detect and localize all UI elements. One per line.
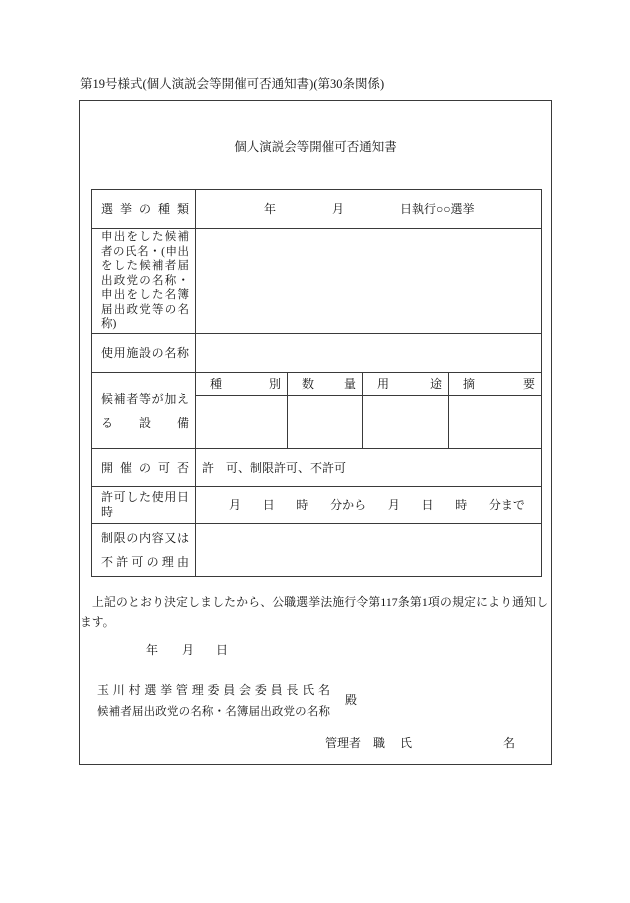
- row-applicant: [92, 229, 542, 334]
- notice-text-line: ます。: [80, 615, 115, 629]
- applicant-label-line: 称): [101, 318, 117, 331]
- row-permitted-time: [92, 487, 542, 524]
- applicant-label-line: 届出政党等の名: [101, 303, 189, 316]
- from-day-unit: 日: [262, 498, 275, 512]
- election-date-line: [196, 202, 541, 216]
- restriction-label-cell: [92, 524, 196, 577]
- equipment-quantity-cell: [288, 396, 363, 449]
- manager-title: 職: [373, 736, 386, 750]
- approval-options: 許 可、制限許可、不許可: [202, 460, 347, 475]
- equipment-col-purpose-label: 用途: [377, 377, 442, 391]
- permitted-time-label-line: 許可した使用日: [101, 490, 189, 504]
- from-month-unit: 月: [229, 498, 242, 512]
- row-restriction: [92, 524, 542, 577]
- row-facility: [92, 334, 542, 373]
- applicant-label-cell: [92, 229, 196, 334]
- applicant-label-line: 者の氏名・(申出: [101, 245, 189, 258]
- notice-date-year: 年: [146, 643, 159, 657]
- to-day-unit: 日: [421, 498, 434, 512]
- from-hour-unit: 時: [296, 498, 309, 512]
- permitted-time-line: [196, 498, 541, 512]
- equipment-col-remarks-label: 摘要: [463, 377, 536, 391]
- notice-table: [91, 189, 542, 577]
- permitted-time-label-line: 時: [101, 505, 114, 519]
- addressee-party: 候補者届出政党の名称・名簿届出政党の名称: [97, 706, 330, 718]
- to-minute-unit: 分まで: [488, 498, 525, 512]
- permitted-time-value-cell: [196, 487, 542, 524]
- facility-value-cell: [196, 334, 542, 373]
- notice-date-month: 月: [182, 643, 195, 657]
- applicant-label-line: 申出をした候補: [101, 230, 189, 243]
- row-election-type: [92, 190, 542, 229]
- applicant-label-line: 申出をした名簿: [101, 289, 189, 302]
- election-month-unit: 月: [332, 202, 345, 216]
- election-year-unit: 年: [264, 202, 277, 216]
- equipment-label-line: 候補者等が加え: [101, 391, 189, 406]
- manager-name: 名: [503, 736, 516, 750]
- equipment-label-cell: [92, 373, 196, 449]
- to-month-unit: 月: [387, 498, 400, 512]
- election-type-label: 選挙の種類: [101, 202, 189, 216]
- facility-label: 使用施設の名称: [101, 346, 189, 360]
- manager-role: 管理者: [325, 736, 362, 750]
- restriction-label-line: 制限の内容又は: [101, 531, 189, 545]
- election-day-suffix: 日執行○○選挙: [400, 202, 475, 216]
- document-title: 個人演説会等開催可否通知書: [234, 140, 397, 154]
- equipment-remarks-cell: [449, 396, 542, 449]
- approval-value-cell: [196, 449, 542, 487]
- to-hour-unit: 時: [455, 498, 468, 512]
- from-minute-unit: 分から: [330, 498, 367, 512]
- equipment-type-cell: [196, 396, 288, 449]
- permitted-time-label-cell: [92, 487, 196, 524]
- equipment-col-type: [196, 373, 288, 396]
- equipment-col-quantity-label: 数量: [302, 377, 356, 391]
- election-type-value-cell: [196, 190, 542, 229]
- row-equipment-header: [92, 373, 542, 396]
- notice-date-day: 日: [216, 643, 229, 657]
- approval-label-cell: [92, 449, 196, 487]
- applicant-label-line: 出政党の名称・: [101, 274, 189, 287]
- election-type-label-cell: [92, 190, 196, 229]
- equipment-label-line: る設備: [101, 415, 189, 430]
- row-approval: [92, 449, 542, 487]
- notice-text-line: 上記のとおり決定しましたから、公職選挙法施行令第117条第1項の規定により通知し: [92, 595, 548, 609]
- equipment-purpose-cell: [363, 396, 449, 449]
- applicant-label-line: をした候補者届: [101, 260, 189, 273]
- equipment-col-quantity: [288, 373, 363, 396]
- equipment-col-remarks: [449, 373, 542, 396]
- manager-surname: 氏: [400, 736, 413, 750]
- facility-label-cell: [92, 334, 196, 373]
- applicant-value-cell: [196, 229, 542, 334]
- form-number: 第19号様式(個人演説会等開催可否通知書)(第30条関係): [80, 77, 385, 91]
- addressee-chairman: 玉川村選挙管理委員会委員長氏名: [97, 683, 330, 697]
- restriction-value-cell: [196, 524, 542, 577]
- addressee-honorific: 殿: [345, 693, 358, 707]
- equipment-col-purpose: [363, 373, 449, 396]
- restriction-label-line: 不許可の理由: [101, 555, 189, 569]
- approval-label: 開催の可否: [101, 460, 189, 475]
- equipment-col-type-label: 種別: [210, 377, 281, 391]
